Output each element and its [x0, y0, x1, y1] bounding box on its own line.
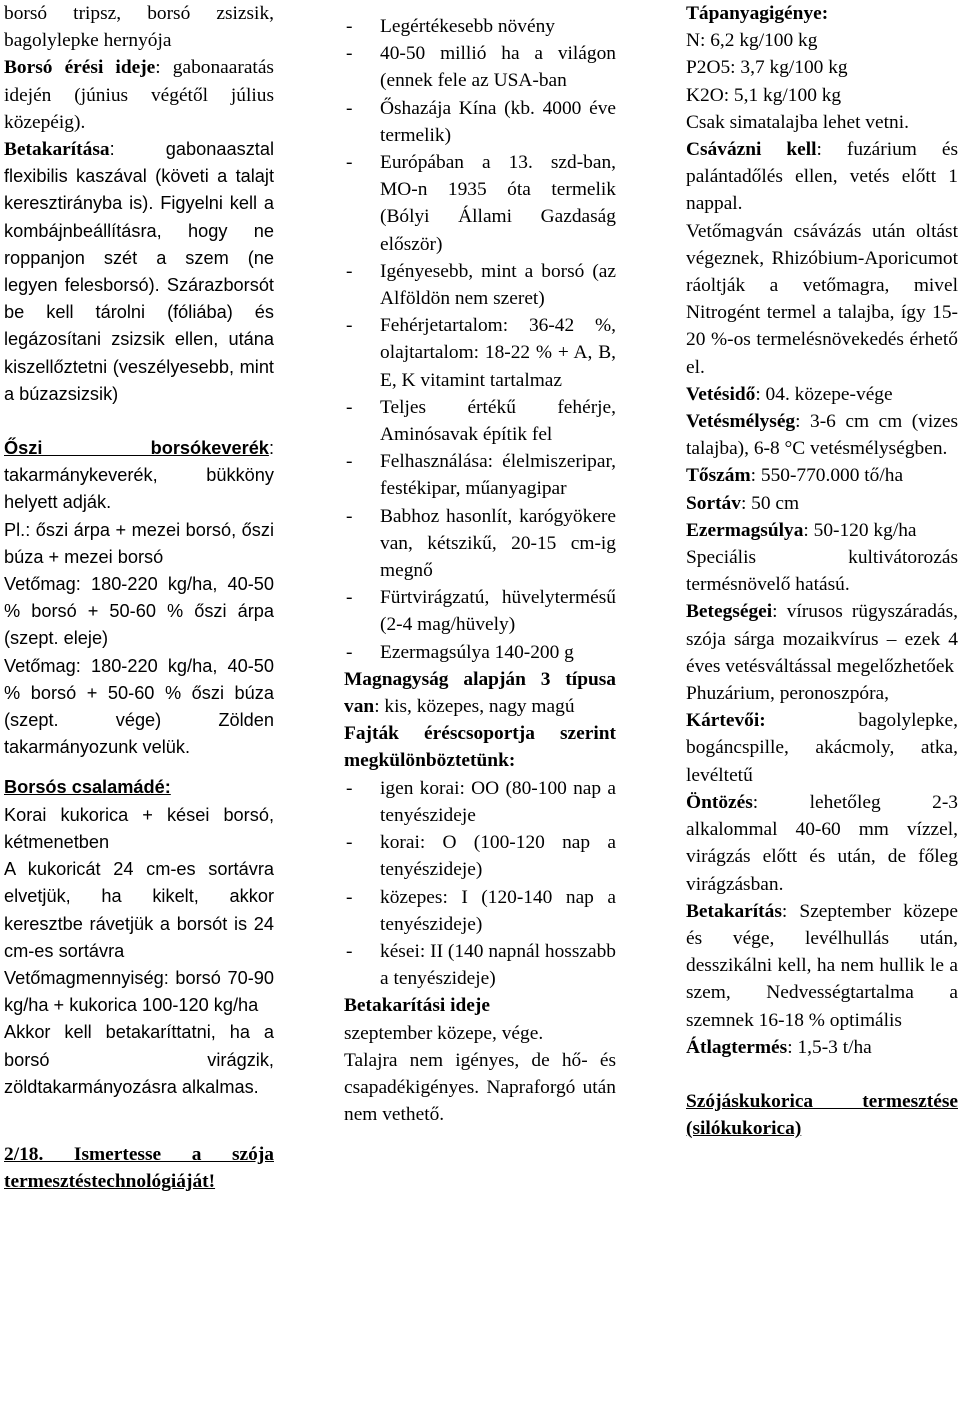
diseases-label: Betegségei — [686, 601, 773, 623]
list-item: - Teljes értékű fehérje, Aminósavak építik fel — [344, 394, 616, 448]
harvest-time-text: szeptember közepe, vége. — [344, 1022, 544, 1044]
column-left — [4, 0, 274, 1195]
next-section-title: Szójáskukorica termesztése (silókukorica) — [686, 1090, 958, 1140]
spacer — [344, 0, 616, 13]
harvest-time-label: Betakarítási ideje — [344, 995, 490, 1017]
list-item: - Európában a 13. szd-ban, MO-n 1935 óta termelik (Bólyi Állami Gazdaság először) — [344, 149, 616, 258]
autumn-mix-text: : takarmánykeverék, bükköny helyett adják. — [4, 438, 274, 513]
inoculation-text: Vetőmagván csávázás után oltást végeznek, Rhizóbium-Aporicumot ráoltják a vetőmagra, mivel Nitrogént termel a talajba, így 15-20 %-os termelésnövekedés érhető el. — [686, 220, 958, 378]
salamade-line: Korai kukorica + kései borsó, kétmenetben — [4, 804, 274, 852]
ripening-label: Borsó érési ideje — [4, 57, 156, 79]
pests-text: borsó tripsz, borsó zsizsik, bagolylepke hernyója — [4, 3, 274, 52]
list-item: - Legértékesebb növény — [344, 13, 616, 40]
spacer — [686, 1061, 958, 1088]
sowing-depth-label: Vetésmélység — [686, 411, 796, 433]
harvest-paragraph — [686, 898, 958, 1034]
spacer — [4, 408, 274, 435]
harvest-text: : gabonaasztal flexibilis kaszával (követi a talajt keresztirányba is). Figyelni kell a kombájnbeállításra, hogy ne roppanjon szét a szem (ne legyen felesborsó). Szárazborsót be kell tárolni (fóliába) és legázosítani zsizsik ellen, utána kiszellőztetni (veszélyesebb, mint a búzazsizsik) — [4, 139, 274, 404]
list-item: - kései: II (140 napnál hosszabb a tenyészideje) — [344, 938, 616, 992]
dressing-paragraph — [686, 136, 958, 218]
thousand-seed-paragraph — [686, 517, 958, 544]
list-item: - Babhoz hasonlít, karógyökere van, kétszikű, 20-15 cm-ig megnő — [344, 503, 616, 585]
harvest-paragraph — [4, 136, 274, 408]
seed-size-paragraph — [344, 666, 616, 720]
seed-size-text: : kis, közepes, nagy magú — [374, 696, 575, 718]
soy-facts-list — [344, 13, 616, 666]
thousand-seed-text: : 50-120 kg/ha — [803, 519, 917, 541]
example-label: Pl. — [4, 519, 26, 540]
list-item: - Ezermagsúlya 140-200 g — [344, 639, 616, 666]
thousand-seed-label: Ezermagsúlya — [686, 519, 804, 541]
plant-count-label: Tőszám — [686, 465, 751, 487]
row-spacing-label: Sortáv — [686, 492, 741, 514]
sowing-depth-text: : 3-6 cm cm (vizes talajba), 6-8 °C vetésmélységben. — [686, 411, 958, 460]
list-item: - korai: O (100-120 nap a tenyészideje) — [344, 829, 616, 883]
salamade-line: Vetőmagmennyiség: borsó 70-90 kg/ha + kukorica 100-120 kg/ha — [4, 967, 274, 1016]
dressing-label: Csávázni kell — [686, 139, 817, 161]
harvest-label: Betakarítása — [4, 139, 110, 161]
average-yield-paragraph — [686, 1034, 958, 1061]
nutrient-line: K2O: 5,1 kg/100 kg — [686, 84, 842, 106]
list-item: - Igényesebb, mint a borsó (az Alföldön nem szeret) — [344, 258, 616, 312]
column-middle — [344, 0, 616, 1128]
varieties-label: Fajták éréscsoportja szerint megkülönböztetünk: — [344, 723, 616, 772]
list-item: - Felhasználása: élelmiszeripar, festékipar, műanyagipar — [344, 448, 616, 502]
list-item: - 40-50 millió ha a világon (ennek fele az USA-ban — [344, 40, 616, 94]
row-spacing-text: : 50 cm — [740, 492, 800, 514]
list-item: - közepes: I (120-140 nap a tenyészideje) — [344, 884, 616, 938]
list-item: - Őshazája Kína (kb. 4000 éve termelik) — [344, 95, 616, 149]
list-item: - igen korai: OO (80-100 nap a tenyészideje — [344, 775, 616, 829]
sowing-time-text: : 04. közepe-vége — [755, 383, 893, 405]
soil-text: Talajra nem igényes, de hő- és csapadékigényes. Napraforgó után nem vethető. — [344, 1049, 616, 1126]
spacer — [4, 1101, 274, 1141]
pests-text: bagolylepke, bogáncspille, akácmoly, atka, levéltetű — [686, 710, 958, 786]
maturity-groups-list — [344, 775, 616, 993]
fungi-text: Phuzárium, peronoszpóra, — [686, 683, 890, 705]
pests-paragraph — [686, 707, 958, 789]
example-text: : őszi árpa + mezei borsó, őszi búza + mezei borsó — [4, 519, 274, 567]
nutrient-line: N: 6,2 kg/100 kg — [686, 30, 818, 52]
spacer — [4, 761, 274, 774]
pests-label: Kártevői: — [686, 710, 766, 732]
irrigation-label: Öntözés — [686, 791, 753, 813]
seed-amount-1: Vetőmag: 180-220 kg/ha, 40-50 % borsó + 50-60 % őszi árpa (szept. eleje) — [4, 574, 274, 649]
average-yield-label: Átlagtermés — [686, 1036, 788, 1058]
ripening-text: : gabonaaratás idején (június végétől július közepéig). — [4, 57, 274, 133]
list-item: - Fehérjetartalom: 36-42 %, olajtartalom: 18-22 % + A, B, E, K vitamint tartalmaz — [344, 312, 616, 394]
question-title: 2/18. Ismertesse a szója termesztéstechnológiáját! — [4, 1143, 274, 1193]
nutrient-line: P2O5: 3,7 kg/100 kg — [686, 57, 848, 79]
seed-size-label: Magnagyság alapján 3 típusa van — [344, 668, 616, 718]
sowing-time-label: Vetésidő — [686, 383, 756, 405]
example-paragraph — [4, 517, 274, 571]
salamade-title: Borsós csalamádé: — [4, 777, 171, 798]
harvest-text: : Szeptember közepe és vége, levélhullás után, desszikálni kell, ha nem hullik le a szem, Nedvességtartalma a szemnek 16-18 % optimális — [686, 900, 958, 1031]
seed-amount-2: Vetőmag: 180-220 kg/ha, 40-50 % borsó + 50-60 % őszi búza (szept. vége) Zölden takarmányozunk velük. — [4, 655, 274, 758]
irrigation-text: : lehetőleg 2-3 alkalommal 40-60 mm vízzel, virágzás előtt és után, de főleg virágzásban. — [686, 791, 958, 895]
dressing-text: : fuzárium és palántadőlés ellen, vetés előtt 1 nappal. — [686, 139, 958, 215]
cultivation-text: Speciális kultivátorozás termésnövelő hatású. — [686, 547, 958, 596]
plant-count-paragraph — [686, 462, 958, 489]
row-spacing-paragraph — [686, 490, 958, 517]
autumn-mix-label: Őszi borsókeverék — [4, 438, 269, 459]
autumn-mix-paragraph — [4, 435, 274, 517]
average-yield-text: : 1,5-3 t/ha — [787, 1036, 872, 1058]
smooth-soil-text: Csak simatalajba lehet vetni. — [686, 111, 909, 133]
salamade-line: A kukoricát 24 cm-es sortávra elvetjük, ha kikelt, akkor keresztbe rávetjük a borsót is 24 cm-es sortávra — [4, 859, 274, 961]
diseases-paragraph — [686, 598, 958, 680]
ripening-paragraph — [4, 54, 274, 136]
list-item: - Fürtvirágzatú, hüvelytermésű (2-4 mag/hüvely) — [344, 584, 616, 638]
nutrient-label: Tápanyagigénye: — [686, 3, 829, 24]
plant-count-text: : 550-770.000 tő/ha — [750, 465, 904, 487]
harvest-label: Betakarítás — [686, 900, 782, 922]
sowing-time-paragraph — [686, 381, 958, 408]
irrigation-paragraph — [686, 789, 958, 898]
sowing-depth-paragraph — [686, 408, 958, 462]
salamade-line: Akkor kell betakaríttatni, ha a borsó virágzik, zöldtakarmányozásra alkalmas. — [4, 1022, 274, 1097]
column-right — [686, 0, 958, 1142]
diseases-text: : vírusos rügyszáradás, szója sárga mozaikvírus – ezek 4 éves vetésváltással megelőzhetőek — [686, 601, 958, 677]
